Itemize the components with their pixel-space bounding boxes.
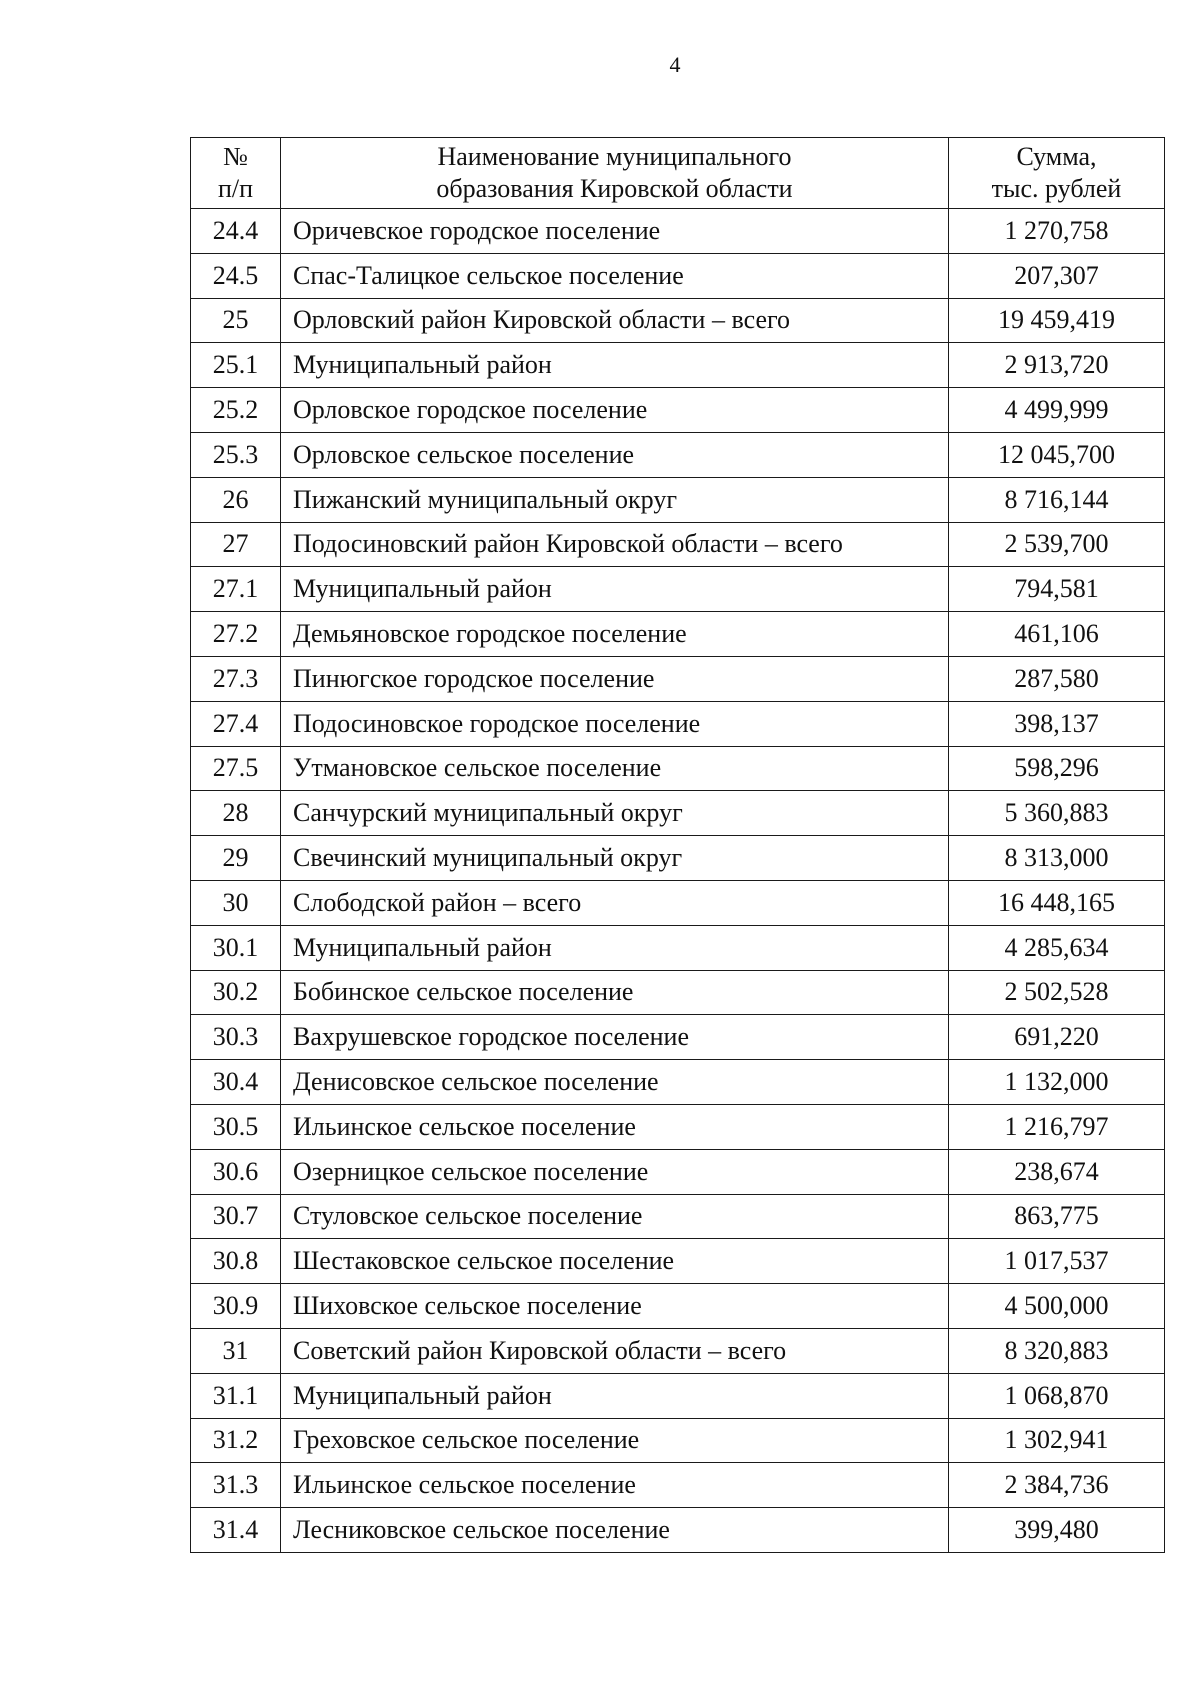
row-name-cell: Муниципальный район bbox=[281, 343, 949, 388]
header-number bbox=[191, 138, 281, 209]
row-number-cell: 30.7 bbox=[191, 1194, 281, 1239]
table-row bbox=[191, 970, 1165, 1015]
row-sum-cell: 4 500,000 bbox=[949, 1284, 1165, 1329]
row-sum-cell: 4 285,634 bbox=[949, 925, 1165, 970]
table-row bbox=[191, 567, 1165, 612]
table-row bbox=[191, 1194, 1165, 1239]
row-name-cell: Лесниковское сельское поселение bbox=[281, 1508, 949, 1553]
row-name-cell: Подосиновское городское поселение bbox=[281, 701, 949, 746]
table-row bbox=[191, 1239, 1165, 1284]
row-number-cell: 25.2 bbox=[191, 388, 281, 433]
table-row bbox=[191, 1015, 1165, 1060]
row-name-cell: Советский район Кировской области – всего bbox=[281, 1328, 949, 1373]
table-row bbox=[191, 1060, 1165, 1105]
row-number-cell: 30 bbox=[191, 880, 281, 925]
row-name-cell: Шестаковское сельское поселение bbox=[281, 1239, 949, 1284]
row-number-cell: 30.4 bbox=[191, 1060, 281, 1105]
row-sum-cell: 691,220 bbox=[949, 1015, 1165, 1060]
header-name-line-2: образования Кировской области bbox=[436, 174, 793, 203]
table-row bbox=[191, 836, 1165, 881]
table-row bbox=[191, 298, 1165, 343]
row-number-cell: 30.5 bbox=[191, 1104, 281, 1149]
row-number-cell: 31.4 bbox=[191, 1508, 281, 1553]
row-sum-cell: 2 539,700 bbox=[949, 522, 1165, 567]
row-sum-cell: 5 360,883 bbox=[949, 791, 1165, 836]
row-number-cell: 29 bbox=[191, 836, 281, 881]
header-sum bbox=[949, 138, 1165, 209]
table-row bbox=[191, 432, 1165, 477]
table-row bbox=[191, 1104, 1165, 1149]
header-sum-line-2: тыс. рублей bbox=[991, 174, 1122, 203]
row-number-cell: 27.2 bbox=[191, 612, 281, 657]
row-number-cell: 31.3 bbox=[191, 1463, 281, 1508]
row-sum-cell: 2 913,720 bbox=[949, 343, 1165, 388]
table-row bbox=[191, 343, 1165, 388]
row-sum-cell: 1 270,758 bbox=[949, 209, 1165, 254]
row-sum-cell: 1 017,537 bbox=[949, 1239, 1165, 1284]
table-row bbox=[191, 656, 1165, 701]
header-name-line-1: Наименование муниципального bbox=[437, 142, 792, 171]
row-sum-cell: 1 068,870 bbox=[949, 1373, 1165, 1418]
header-number-line-1: № bbox=[223, 142, 248, 171]
row-sum-cell: 287,580 bbox=[949, 656, 1165, 701]
row-name-cell: Озерницкое сельское поселение bbox=[281, 1149, 949, 1194]
table-row bbox=[191, 746, 1165, 791]
row-name-cell: Муниципальный район bbox=[281, 925, 949, 970]
row-number-cell: 27.4 bbox=[191, 701, 281, 746]
row-number-cell: 27.1 bbox=[191, 567, 281, 612]
row-name-cell: Вахрушевское городское поселение bbox=[281, 1015, 949, 1060]
row-number-cell: 30.3 bbox=[191, 1015, 281, 1060]
row-number-cell: 25.1 bbox=[191, 343, 281, 388]
row-sum-cell: 8 313,000 bbox=[949, 836, 1165, 881]
row-name-cell: Ильинское сельское поселение bbox=[281, 1104, 949, 1149]
row-number-cell: 27 bbox=[191, 522, 281, 567]
row-number-cell: 30.6 bbox=[191, 1149, 281, 1194]
row-sum-cell: 4 499,999 bbox=[949, 388, 1165, 433]
row-number-cell: 30.1 bbox=[191, 925, 281, 970]
row-sum-cell: 8 716,144 bbox=[949, 477, 1165, 522]
row-sum-cell: 12 045,700 bbox=[949, 432, 1165, 477]
row-name-cell: Санчурский муниципальный округ bbox=[281, 791, 949, 836]
table-row bbox=[191, 1284, 1165, 1329]
row-number-cell: 30.9 bbox=[191, 1284, 281, 1329]
row-sum-cell: 2 384,736 bbox=[949, 1463, 1165, 1508]
row-sum-cell: 16 448,165 bbox=[949, 880, 1165, 925]
row-sum-cell: 598,296 bbox=[949, 746, 1165, 791]
row-name-cell: Спас-Талицкое сельское поселение bbox=[281, 253, 949, 298]
table-row bbox=[191, 701, 1165, 746]
table-row bbox=[191, 925, 1165, 970]
table-row bbox=[191, 1508, 1165, 1553]
table-row bbox=[191, 791, 1165, 836]
row-sum-cell: 8 320,883 bbox=[949, 1328, 1165, 1373]
row-number-cell: 27.3 bbox=[191, 656, 281, 701]
table-row bbox=[191, 253, 1165, 298]
row-name-cell: Муниципальный район bbox=[281, 567, 949, 612]
row-name-cell: Греховское сельское поселение bbox=[281, 1418, 949, 1463]
row-number-cell: 30.2 bbox=[191, 970, 281, 1015]
row-name-cell: Орловский район Кировской области – всего bbox=[281, 298, 949, 343]
row-number-cell: 25.3 bbox=[191, 432, 281, 477]
table-row bbox=[191, 1463, 1165, 1508]
row-name-cell: Муниципальный район bbox=[281, 1373, 949, 1418]
row-sum-cell: 207,307 bbox=[949, 253, 1165, 298]
row-name-cell: Орловское сельское поселение bbox=[281, 432, 949, 477]
table-row bbox=[191, 1373, 1165, 1418]
row-sum-cell: 1 302,941 bbox=[949, 1418, 1165, 1463]
page-number: 4 bbox=[669, 52, 681, 77]
row-name-cell: Слободской район – всего bbox=[281, 880, 949, 925]
row-number-cell: 27.5 bbox=[191, 746, 281, 791]
row-number-cell: 28 bbox=[191, 791, 281, 836]
row-sum-cell: 794,581 bbox=[949, 567, 1165, 612]
funding-table bbox=[190, 137, 1165, 1553]
table-row bbox=[191, 1418, 1165, 1463]
row-number-cell: 26 bbox=[191, 477, 281, 522]
row-number-cell: 25 bbox=[191, 298, 281, 343]
row-name-cell: Пинюгское городское поселение bbox=[281, 656, 949, 701]
row-sum-cell: 399,480 bbox=[949, 1508, 1165, 1553]
row-name-cell: Свечинский муниципальный округ bbox=[281, 836, 949, 881]
table-row bbox=[191, 209, 1165, 254]
row-name-cell: Утмановское сельское поселение bbox=[281, 746, 949, 791]
row-sum-cell: 19 459,419 bbox=[949, 298, 1165, 343]
row-name-cell: Денисовское сельское поселение bbox=[281, 1060, 949, 1105]
table-row bbox=[191, 477, 1165, 522]
table-row bbox=[191, 1149, 1165, 1194]
row-name-cell: Орловское городское поселение bbox=[281, 388, 949, 433]
header-sum-line-1: Сумма, bbox=[1016, 142, 1097, 171]
table-row bbox=[191, 388, 1165, 433]
row-sum-cell: 1 132,000 bbox=[949, 1060, 1165, 1105]
row-number-cell: 31 bbox=[191, 1328, 281, 1373]
row-number-cell: 24.4 bbox=[191, 209, 281, 254]
row-sum-cell: 2 502,528 bbox=[949, 970, 1165, 1015]
row-name-cell: Ильинское сельское поселение bbox=[281, 1463, 949, 1508]
row-sum-cell: 238,674 bbox=[949, 1149, 1165, 1194]
table-row bbox=[191, 1328, 1165, 1373]
table-row bbox=[191, 880, 1165, 925]
table-body bbox=[191, 209, 1165, 1553]
table-row bbox=[191, 522, 1165, 567]
header-name bbox=[281, 138, 949, 209]
row-sum-cell: 1 216,797 bbox=[949, 1104, 1165, 1149]
row-sum-cell: 461,106 bbox=[949, 612, 1165, 657]
row-number-cell: 31.2 bbox=[191, 1418, 281, 1463]
row-sum-cell: 398,137 bbox=[949, 701, 1165, 746]
row-name-cell: Шиховское сельское поселение bbox=[281, 1284, 949, 1329]
table-header-row bbox=[191, 138, 1165, 209]
table-row bbox=[191, 612, 1165, 657]
funding-table-container bbox=[190, 137, 1164, 1553]
row-name-cell: Бобинское сельское поселение bbox=[281, 970, 949, 1015]
row-name-cell: Подосиновский район Кировской области – всего bbox=[281, 522, 949, 567]
row-name-cell: Демьяновское городское поселение bbox=[281, 612, 949, 657]
row-number-cell: 31.1 bbox=[191, 1373, 281, 1418]
row-name-cell: Стуловское сельское поселение bbox=[281, 1194, 949, 1239]
row-number-cell: 30.8 bbox=[191, 1239, 281, 1284]
row-sum-cell: 863,775 bbox=[949, 1194, 1165, 1239]
row-name-cell: Пижанский муниципальный округ bbox=[281, 477, 949, 522]
header-number-line-2: п/п bbox=[217, 174, 254, 203]
row-name-cell: Оричевское городское поселение bbox=[281, 209, 949, 254]
row-number-cell: 24.5 bbox=[191, 253, 281, 298]
